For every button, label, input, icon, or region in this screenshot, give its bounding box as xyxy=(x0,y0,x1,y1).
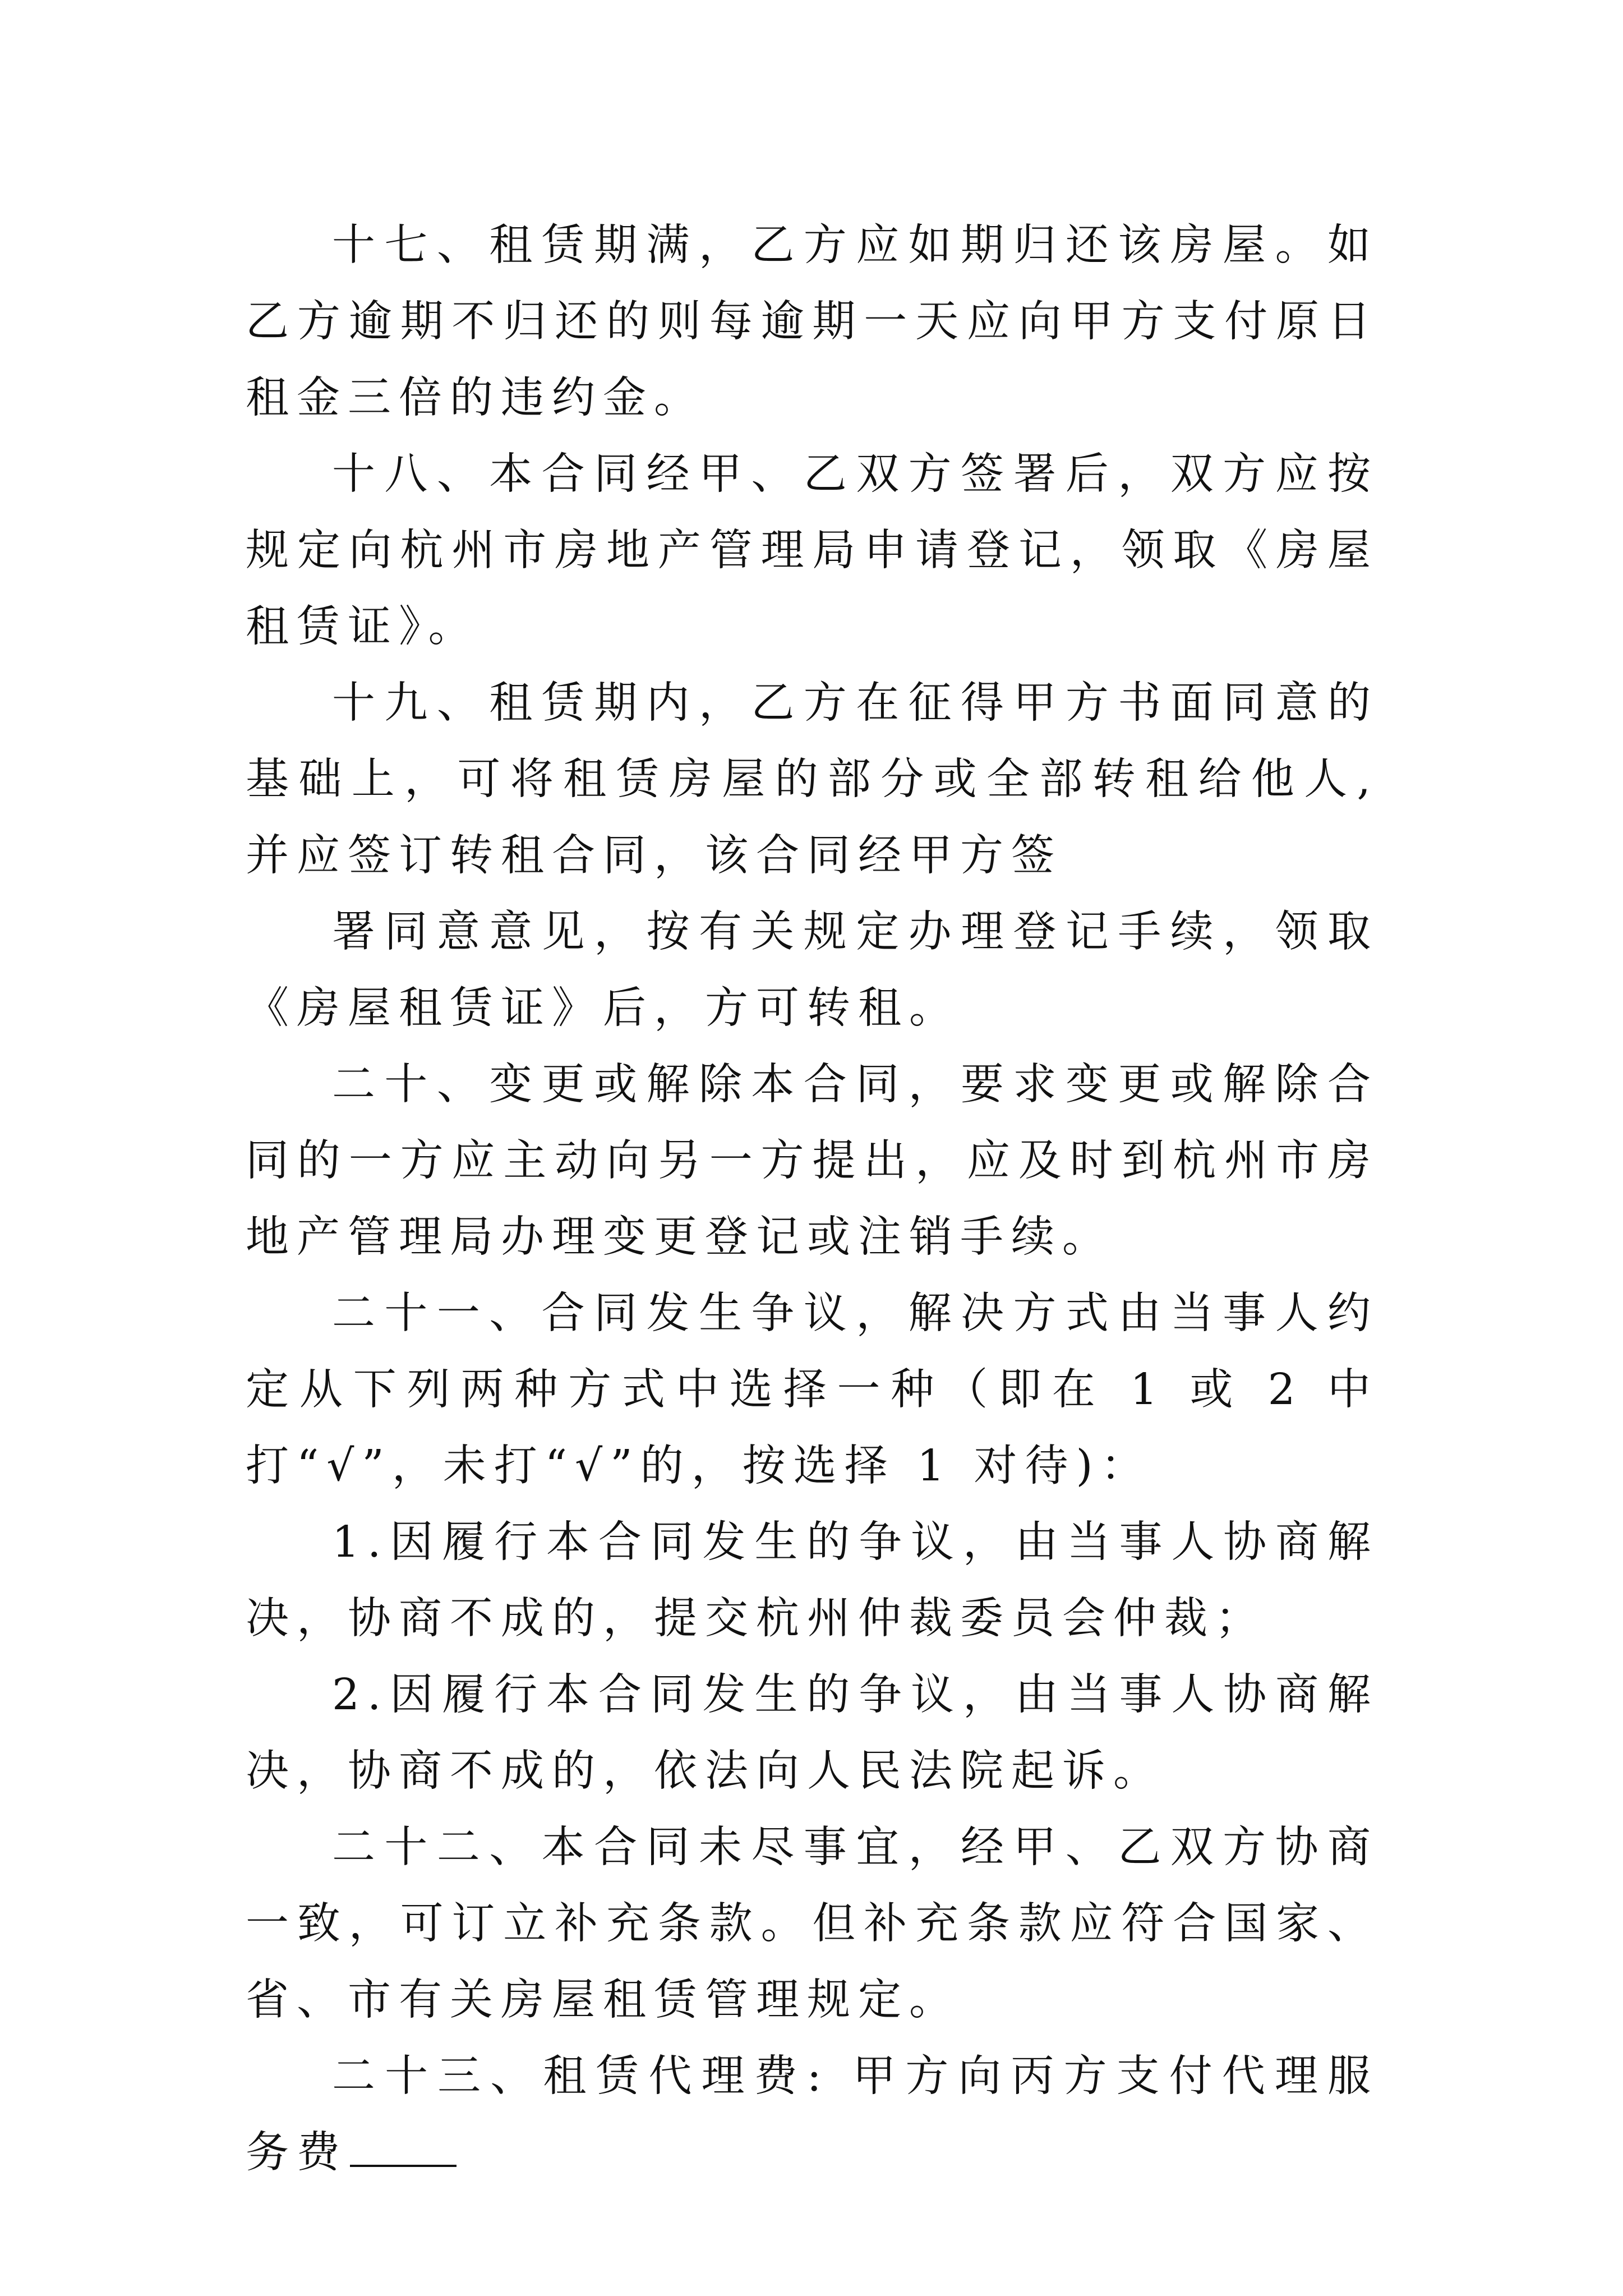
clause-18: 十八、本合同经甲、乙双方签署后，双方应按规定向杭州市房地产管理局申请登记，领取《房屋租赁证》。 xyxy=(246,449,1378,652)
clause-21: 二十一、合同发生争议，解决方式由当事人约定从下列两种方式中选择一种（即在 1 或 2 中打“√”，未打“√”的，按选择 1 对待)： xyxy=(246,1289,1378,1491)
clause-23 xyxy=(246,2039,1378,2191)
clause-20: 二十、变更或解除本合同，要求变更或解除合同的一方应主动向另一方提出，应及时到杭州市房地产管理局办理变更登记或注销手续。 xyxy=(246,1060,1378,1262)
clause-23-text: 二十三、租赁代理费: 甲方向丙方支付代理服务费 xyxy=(246,2051,1378,2178)
clause-21-option-2: 2.因履行本合同发生的争议，由当事人协商解决，协商不成的，依法向人民法院起诉。 xyxy=(246,1670,1378,1796)
clause-17: 十七、租赁期满，乙方应如期归还该房屋。如乙方逾期不归还的则每逾期一天应向甲方支付原日租金三倍的违约金。 xyxy=(246,220,1378,423)
document-body xyxy=(246,208,1378,2191)
fee-blank-line xyxy=(350,2125,457,2167)
clause-19: 十九、租赁期内，乙方在征得甲方书面同意的基础上，可将租赁房屋的部分或全部转租给他人,并应签订转租合同，该合同经甲方签 xyxy=(246,678,1378,881)
clause-19-continued: 署同意意见，按有关规定办理登记手续，领取《房屋租赁证》后，方可转租。 xyxy=(246,907,1378,1033)
clause-22: 二十二、本合同未尽事宜，经甲、乙双方协商一致，可订立补充条款。但补充条款应符合国家、省、市有关房屋租赁管理规定。 xyxy=(246,1823,1378,2025)
clause-21-option-1: 1.因履行本合同发生的争议，由当事人协商解决，协商不成的，提交杭州仲裁委员会仲裁； xyxy=(246,1517,1378,1644)
